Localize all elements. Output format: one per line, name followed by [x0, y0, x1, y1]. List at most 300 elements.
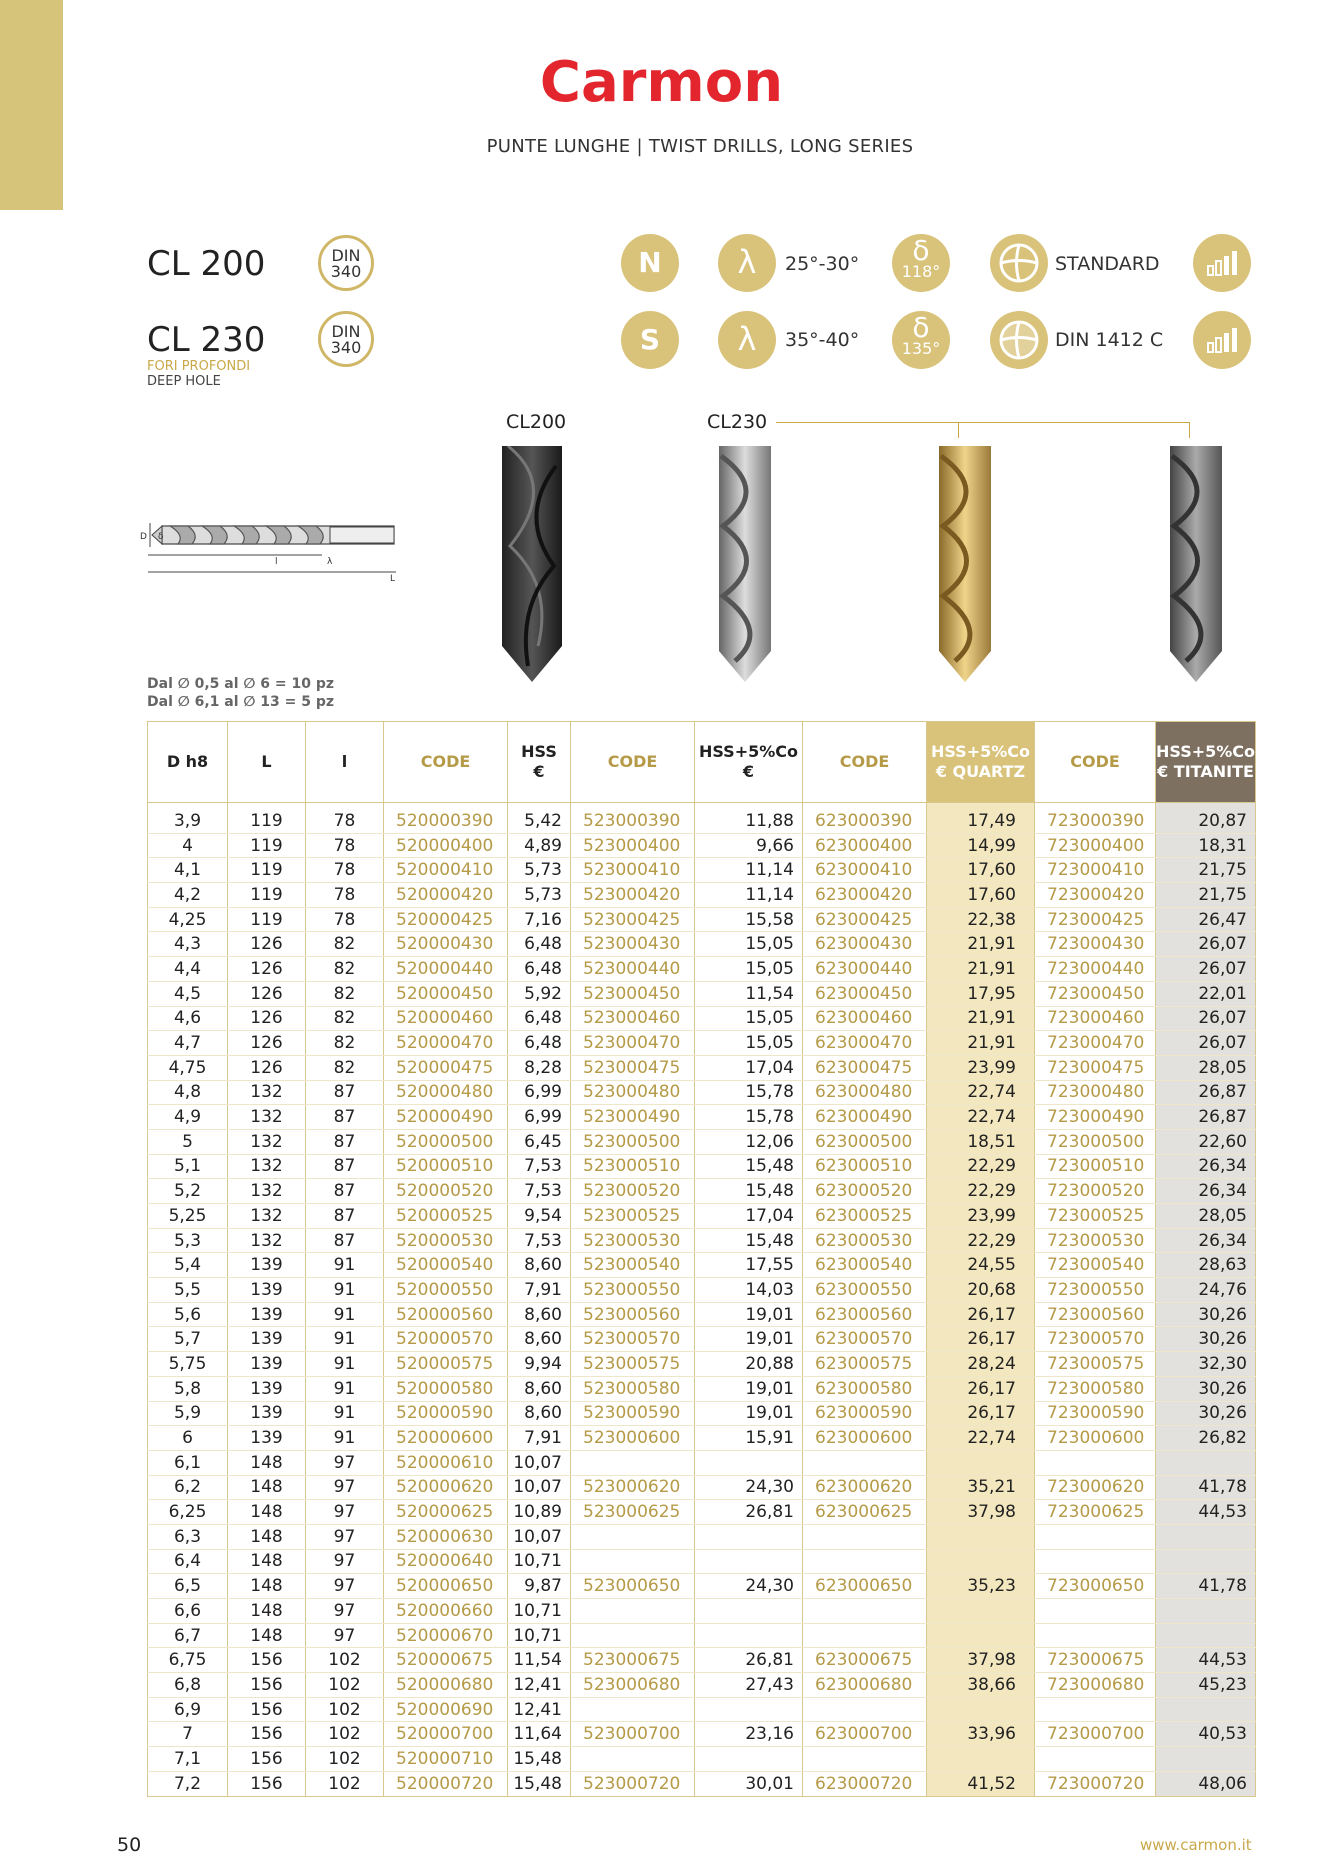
cell-price-titanite: 26,87 [1156, 1105, 1256, 1130]
cell-code: 520000490 [384, 1105, 508, 1130]
cell-price: 15,58 [695, 907, 803, 932]
cell-code: 723000520 [1035, 1179, 1156, 1204]
cell-price-titanite: 40,53 [1156, 1722, 1256, 1747]
page-number: 50 [117, 1834, 142, 1856]
cell-price: 19,01 [695, 1327, 803, 1352]
cell-total-length: 132 [228, 1204, 306, 1229]
cell-code [571, 1747, 695, 1772]
header-text: € TITANITE [1157, 762, 1254, 781]
cell-price: 10,07 [508, 1524, 571, 1549]
cell-price-quartz: 33,96 [927, 1722, 1035, 1747]
cell-code: 623000410 [803, 858, 927, 883]
cell-total-length: 119 [228, 883, 306, 908]
cell-code: 623000720 [803, 1771, 927, 1796]
cell-code: 723000580 [1035, 1376, 1156, 1401]
cell-flute-length: 91 [306, 1376, 384, 1401]
cell-flute-length: 82 [306, 1031, 384, 1056]
cell-flute-length: 91 [306, 1401, 384, 1426]
cell-price: 9,54 [508, 1204, 571, 1229]
cell-total-length: 139 [228, 1426, 306, 1451]
cell-code: 523000470 [571, 1031, 695, 1056]
cell-price: 7,53 [508, 1154, 571, 1179]
cell-total-length: 148 [228, 1524, 306, 1549]
cell-price-quartz: 35,21 [927, 1475, 1035, 1500]
table-row [148, 1179, 1256, 1204]
cell-price-quartz: 22,74 [927, 1080, 1035, 1105]
cell-code: 723000620 [1035, 1475, 1156, 1500]
cell-code: 623000425 [803, 907, 927, 932]
cell-total-length: 119 [228, 907, 306, 932]
cell-price: 5,92 [508, 981, 571, 1006]
din-number: 340 [330, 262, 362, 281]
table-row [148, 858, 1256, 883]
cell-total-length: 148 [228, 1450, 306, 1475]
cell-diameter: 6,75 [148, 1648, 228, 1673]
cell-price [695, 1599, 803, 1624]
cell-flute-length: 91 [306, 1253, 384, 1278]
cell-code: 723000625 [1035, 1500, 1156, 1525]
cell-code: 623000620 [803, 1475, 927, 1500]
cell-code: 723000390 [1035, 803, 1156, 834]
cell-total-length: 156 [228, 1648, 306, 1673]
cell-code: 520000470 [384, 1031, 508, 1056]
cell-code: 723000675 [1035, 1648, 1156, 1673]
cell-code: 520000640 [384, 1549, 508, 1574]
cell-code: 723000575 [1035, 1352, 1156, 1377]
cell-code: 623000490 [803, 1105, 927, 1130]
cell-code: 520000570 [384, 1327, 508, 1352]
cell-price-quartz: 22,29 [927, 1228, 1035, 1253]
page-subtitle: PUNTE LUNGHE | TWIST DRILLS, LONG SERIES [486, 136, 914, 157]
cell-code: 723000460 [1035, 1006, 1156, 1031]
cell-price: 8,60 [508, 1253, 571, 1278]
cell-code: 623000475 [803, 1055, 927, 1080]
cell-diameter: 6,2 [148, 1475, 228, 1500]
cell-price-titanite: 18,31 [1156, 833, 1256, 858]
cell-code: 623000575 [803, 1352, 927, 1377]
cell-price: 24,30 [695, 1574, 803, 1599]
cell-total-length: 148 [228, 1623, 306, 1648]
cell-diameter: 6,7 [148, 1623, 228, 1648]
cell-price: 9,94 [508, 1352, 571, 1377]
cell-price-titanite: 41,78 [1156, 1475, 1256, 1500]
header-text: D h8 [166, 752, 209, 771]
table-row [148, 1080, 1256, 1105]
cell-price-quartz [927, 1549, 1035, 1574]
cell-diameter: 5,25 [148, 1204, 228, 1229]
cell-price: 15,48 [695, 1228, 803, 1253]
cell-price-titanite: 28,05 [1156, 1055, 1256, 1080]
cell-price-quartz: 28,24 [927, 1352, 1035, 1377]
diagram-label-d: D [140, 532, 147, 542]
cell-code [1035, 1747, 1156, 1772]
table-body [148, 803, 1256, 1797]
table-row [148, 1006, 1256, 1031]
cell-total-length: 148 [228, 1500, 306, 1525]
cell-diameter: 6,4 [148, 1549, 228, 1574]
cell-price-titanite: 30,26 [1156, 1302, 1256, 1327]
cell-price-quartz: 26,17 [927, 1376, 1035, 1401]
cell-code: 723000700 [1035, 1722, 1156, 1747]
cell-flute-length: 87 [306, 1204, 384, 1229]
cell-price-quartz: 14,99 [927, 833, 1035, 858]
cell-code: 723000550 [1035, 1278, 1156, 1303]
cell-price: 17,55 [695, 1253, 803, 1278]
cell-code [803, 1549, 927, 1574]
cell-price-titanite: 30,26 [1156, 1401, 1256, 1426]
header-price-hss [508, 722, 571, 803]
point-type: DIN 1412 C [1055, 329, 1164, 351]
cell-code [571, 1697, 695, 1722]
cell-price: 8,60 [508, 1327, 571, 1352]
cell-price-quartz: 22,74 [927, 1426, 1035, 1451]
cell-flute-length: 82 [306, 1006, 384, 1031]
cell-price: 15,05 [695, 1006, 803, 1031]
point-angle-delta-icon [892, 234, 950, 292]
cell-diameter: 4,7 [148, 1031, 228, 1056]
cell-code: 520000660 [384, 1599, 508, 1624]
cell-code: 520000650 [384, 1574, 508, 1599]
cell-code: 623000460 [803, 1006, 927, 1031]
cell-diameter: 4,25 [148, 907, 228, 932]
cell-code: 523000440 [571, 957, 695, 982]
cell-total-length: 148 [228, 1475, 306, 1500]
cell-code: 520000480 [384, 1080, 508, 1105]
cell-price-quartz: 22,29 [927, 1179, 1035, 1204]
table-row [148, 1253, 1256, 1278]
type-letter-badge: N [621, 234, 679, 292]
cell-code: 520000590 [384, 1401, 508, 1426]
cell-price-quartz: 18,51 [927, 1129, 1035, 1154]
cell-price [695, 1524, 803, 1549]
cell-code: 723000470 [1035, 1031, 1156, 1056]
cell-price: 19,01 [695, 1302, 803, 1327]
table-row [148, 981, 1256, 1006]
cell-price-titanite: 45,23 [1156, 1673, 1256, 1698]
cell-code: 723000475 [1035, 1055, 1156, 1080]
cell-flute-length: 97 [306, 1524, 384, 1549]
cell-price: 15,91 [695, 1426, 803, 1451]
cell-code: 623000525 [803, 1204, 927, 1229]
table-row [148, 1623, 1256, 1648]
cell-code: 523000530 [571, 1228, 695, 1253]
cell-price-quartz: 21,91 [927, 1006, 1035, 1031]
header-text: HSS [521, 742, 557, 761]
cell-price-titanite: 26,47 [1156, 907, 1256, 932]
cell-diameter: 4 [148, 833, 228, 858]
table-row [148, 1105, 1256, 1130]
cell-code: 523000650 [571, 1574, 695, 1599]
cell-price-titanite: 48,06 [1156, 1771, 1256, 1796]
cell-code: 723000480 [1035, 1080, 1156, 1105]
cell-price: 10,89 [508, 1500, 571, 1525]
cell-code: 723000490 [1035, 1105, 1156, 1130]
cell-price-quartz: 35,23 [927, 1574, 1035, 1599]
cell-price: 8,60 [508, 1401, 571, 1426]
cell-code: 520000630 [384, 1524, 508, 1549]
cell-diameter: 5,8 [148, 1376, 228, 1401]
cell-price-quartz: 37,98 [927, 1500, 1035, 1525]
cell-price-titanite: 22,60 [1156, 1129, 1256, 1154]
cell-code: 723000560 [1035, 1302, 1156, 1327]
cell-code: 523000390 [571, 803, 695, 834]
cell-price: 6,48 [508, 932, 571, 957]
cell-code: 523000570 [571, 1327, 695, 1352]
helix-angle: 35°-40° [785, 329, 860, 351]
drill-image-cl230-titanite [1166, 446, 1226, 682]
cell-code: 623000500 [803, 1129, 927, 1154]
cell-code [803, 1697, 927, 1722]
cell-price: 20,88 [695, 1352, 803, 1377]
cell-total-length: 139 [228, 1278, 306, 1303]
table-row [148, 1549, 1256, 1574]
cell-total-length: 148 [228, 1574, 306, 1599]
cell-price-titanite [1156, 1747, 1256, 1772]
cell-price-quartz: 26,17 [927, 1302, 1035, 1327]
cell-total-length: 156 [228, 1747, 306, 1772]
delta-symbol: δ [912, 311, 930, 344]
cell-diameter: 4,5 [148, 981, 228, 1006]
cell-price: 12,06 [695, 1129, 803, 1154]
cell-code [803, 1524, 927, 1549]
cell-price: 7,16 [508, 907, 571, 932]
cell-price: 8,28 [508, 1055, 571, 1080]
cell-price-quartz: 22,38 [927, 907, 1035, 932]
cell-code: 520000450 [384, 981, 508, 1006]
cell-price: 6,45 [508, 1129, 571, 1154]
cell-price: 7,91 [508, 1426, 571, 1451]
cell-price: 23,16 [695, 1722, 803, 1747]
cell-price [695, 1697, 803, 1722]
header-text: CODE [420, 752, 471, 771]
cell-flute-length: 91 [306, 1352, 384, 1377]
cell-code: 623000590 [803, 1401, 927, 1426]
cell-price-titanite: 21,75 [1156, 858, 1256, 883]
cell-code: 520000425 [384, 907, 508, 932]
cell-code: 520000410 [384, 858, 508, 883]
cell-code: 723000410 [1035, 858, 1156, 883]
cell-code [571, 1450, 695, 1475]
din-badge-icon [318, 311, 374, 367]
cell-code: 523000475 [571, 1055, 695, 1080]
cell-price-quartz: 21,91 [927, 1031, 1035, 1056]
cell-price: 10,07 [508, 1450, 571, 1475]
cell-total-length: 126 [228, 932, 306, 957]
cell-price-titanite [1156, 1549, 1256, 1574]
cell-price [695, 1747, 803, 1772]
cell-price-titanite [1156, 1524, 1256, 1549]
cell-price-titanite: 20,87 [1156, 803, 1256, 834]
cell-flute-length: 87 [306, 1129, 384, 1154]
cell-price-titanite [1156, 1623, 1256, 1648]
cell-diameter: 4,3 [148, 932, 228, 957]
cell-code: 723000525 [1035, 1204, 1156, 1229]
drill-image-cl230-quartz [935, 446, 995, 682]
cell-price-quartz: 21,91 [927, 957, 1035, 982]
cell-total-length: 126 [228, 1006, 306, 1031]
cell-diameter: 6 [148, 1426, 228, 1451]
cell-price: 26,81 [695, 1500, 803, 1525]
din-label: DIN [331, 322, 361, 341]
cell-code [803, 1599, 927, 1624]
table-row [148, 1278, 1256, 1303]
drill-label-cl230: CL230 [707, 411, 768, 433]
cell-code [571, 1599, 695, 1624]
cell-code: 520000475 [384, 1055, 508, 1080]
cell-total-length: 119 [228, 858, 306, 883]
cell-code: 523000580 [571, 1376, 695, 1401]
cell-price: 10,07 [508, 1475, 571, 1500]
cell-total-length: 132 [228, 1080, 306, 1105]
table-row [148, 1475, 1256, 1500]
table-row [148, 1648, 1256, 1673]
table-row [148, 833, 1256, 858]
cell-code: 520000420 [384, 883, 508, 908]
cell-total-length: 139 [228, 1327, 306, 1352]
delta-symbol: δ [912, 234, 930, 267]
cell-price: 15,05 [695, 957, 803, 982]
table-row [148, 932, 1256, 957]
cell-total-length: 132 [228, 1228, 306, 1253]
cell-price: 15,48 [508, 1747, 571, 1772]
cell-total-length: 148 [228, 1549, 306, 1574]
diagram-label-delta: δ [158, 532, 164, 542]
cell-code: 520000525 [384, 1204, 508, 1229]
cell-price-titanite: 21,75 [1156, 883, 1256, 908]
price-table [147, 721, 1256, 1797]
cell-price: 9,87 [508, 1574, 571, 1599]
cell-diameter: 6,6 [148, 1599, 228, 1624]
cell-flute-length: 97 [306, 1450, 384, 1475]
cell-flute-length: 102 [306, 1648, 384, 1673]
cell-code [571, 1524, 695, 1549]
cell-code: 723000680 [1035, 1673, 1156, 1698]
header-price-cobalt [695, 722, 803, 803]
cell-code: 523000460 [571, 1006, 695, 1031]
cell-price: 9,66 [695, 833, 803, 858]
cell-total-length: 126 [228, 1055, 306, 1080]
cell-price-titanite: 44,53 [1156, 1500, 1256, 1525]
cell-price: 27,43 [695, 1673, 803, 1698]
header-total-length [228, 722, 306, 803]
cell-code: 520000580 [384, 1376, 508, 1401]
model-name: CL 200 [147, 244, 266, 284]
din-number: 340 [330, 338, 362, 357]
header-text: l [341, 752, 348, 771]
cell-code: 523000675 [571, 1648, 695, 1673]
cell-diameter: 6,3 [148, 1524, 228, 1549]
drill-point-icon [990, 234, 1048, 292]
cell-price-titanite: 26,87 [1156, 1080, 1256, 1105]
helix-lambda-icon: λ [718, 311, 776, 369]
cell-total-length: 119 [228, 803, 306, 834]
cell-code: 520000540 [384, 1253, 508, 1278]
cell-flute-length: 97 [306, 1623, 384, 1648]
cell-code [803, 1623, 927, 1648]
cell-price: 5,73 [508, 858, 571, 883]
cell-code: 723000440 [1035, 957, 1156, 982]
cell-price-titanite: 28,63 [1156, 1253, 1256, 1278]
cell-code: 523000430 [571, 932, 695, 957]
cell-price-titanite [1156, 1450, 1256, 1475]
cell-price: 15,05 [695, 1031, 803, 1056]
cell-price [695, 1623, 803, 1648]
cell-flute-length: 82 [306, 981, 384, 1006]
table-row [148, 1697, 1256, 1722]
model-note-it: FORI PROFONDI [147, 359, 251, 374]
cell-flute-length: 78 [306, 883, 384, 908]
cell-code: 623000550 [803, 1278, 927, 1303]
table-row [148, 883, 1256, 908]
cell-diameter: 4,4 [148, 957, 228, 982]
header-diameter [148, 722, 228, 803]
cell-price-quartz: 37,98 [927, 1648, 1035, 1673]
cell-price: 26,81 [695, 1648, 803, 1673]
cell-flute-length: 97 [306, 1475, 384, 1500]
cell-price: 10,71 [508, 1549, 571, 1574]
leader-line [776, 422, 1189, 423]
cell-price: 6,48 [508, 957, 571, 982]
point-angle: 135° [901, 339, 941, 358]
cell-price: 15,78 [695, 1080, 803, 1105]
cell-price-titanite [1156, 1599, 1256, 1624]
cell-diameter: 7 [148, 1722, 228, 1747]
cell-code: 723000450 [1035, 981, 1156, 1006]
cell-price-titanite: 26,34 [1156, 1179, 1256, 1204]
cell-code: 623000650 [803, 1574, 927, 1599]
table-row [148, 1302, 1256, 1327]
cell-code: 523000540 [571, 1253, 695, 1278]
cell-price: 7,53 [508, 1179, 571, 1204]
cell-code: 523000680 [571, 1673, 695, 1698]
cell-diameter: 4,6 [148, 1006, 228, 1031]
brand-logo: Carmon [539, 50, 784, 115]
din-badge-icon [318, 235, 374, 291]
cell-price-titanite: 26,07 [1156, 932, 1256, 957]
diagram-label-l: l [275, 557, 278, 567]
cell-code: 623000450 [803, 981, 927, 1006]
cell-price: 7,91 [508, 1278, 571, 1303]
cell-flute-length: 91 [306, 1327, 384, 1352]
cell-code: 520000675 [384, 1648, 508, 1673]
cell-price-quartz: 17,95 [927, 981, 1035, 1006]
cell-price-quartz [927, 1450, 1035, 1475]
cell-code [571, 1549, 695, 1574]
cell-total-length: 139 [228, 1376, 306, 1401]
diagram-label-L: L [390, 574, 396, 584]
cell-diameter: 7,2 [148, 1771, 228, 1796]
header-text: CODE [1070, 752, 1120, 771]
cell-price-quartz: 17,60 [927, 883, 1035, 908]
cell-code: 523000420 [571, 883, 695, 908]
cell-total-length: 126 [228, 957, 306, 982]
cell-diameter: 5,9 [148, 1401, 228, 1426]
cell-price-quartz: 26,17 [927, 1327, 1035, 1352]
cell-code: 520000600 [384, 1426, 508, 1451]
cell-code: 623000700 [803, 1722, 927, 1747]
website-link[interactable]: www.carmon.it [1140, 1836, 1252, 1854]
cell-total-length: 139 [228, 1401, 306, 1426]
table-row [148, 803, 1256, 834]
header-text: L [261, 752, 272, 771]
cell-price-titanite: 30,26 [1156, 1376, 1256, 1401]
cell-code: 623000420 [803, 883, 927, 908]
header-price-quartz [927, 722, 1035, 803]
cell-code: 723000590 [1035, 1401, 1156, 1426]
cell-price: 10,71 [508, 1599, 571, 1624]
cell-price: 15,05 [695, 932, 803, 957]
cell-code: 520000710 [384, 1747, 508, 1772]
